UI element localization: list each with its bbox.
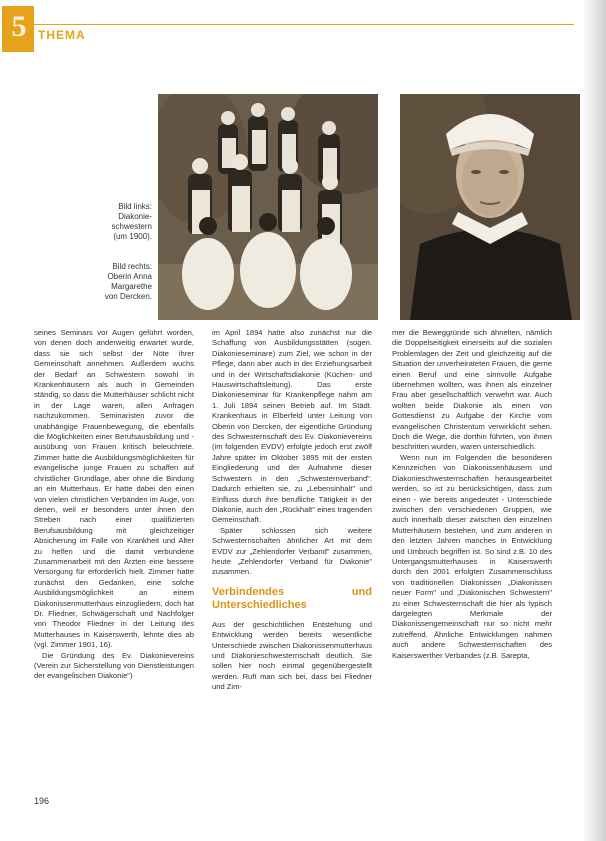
caption-left-photo: Bild links: Diakonie-schwestern (um 1900). [111, 202, 152, 241]
header-rule [34, 24, 574, 25]
col2-paragraph-2: Später schlossen sich weitere Schwesternschaften ähnlicher Art mit dem EVDV zur „Zehlendorfer Verband" zusammen, heute „Zehlendorfer Verband für Diakonie" zusammen. [212, 525, 372, 577]
section-badge [2, 6, 34, 52]
photo-deaconess-group-image [158, 94, 378, 320]
text-column-1 [34, 328, 194, 682]
col2-paragraph-3: Aus der geschichtlichen Entstehung und Entwicklung werden bereits wesentliche Unterschiede zwischen Diakonissenmutterhaus und Diakonieschwesternschaft deutlich. Sie sollen hier noch einmal gegenübergestellt werden. Ruft man sich bei, dass bei Fliedner und Zim- [212, 619, 372, 692]
photo-deaconess-group [158, 94, 378, 320]
text-column-3 [392, 328, 552, 661]
col3-paragraph-1: mer die Beweggründe sich ähnelten, nämlich die Doppelseitigkeit einerseits auf die sozialen Problemlagen der Zeit und gleichzeitig auf die Situation der unverheirateten Frauen, die gerne einen Beruf und eine sinnvolle Aufgabe übernehmen wollten, was ihnen als einzelner Frau aber gesellschaftlich verwehrt war. Auch wollten beide Diakonie als einen von Gottesdienst zu Aufgabe der Kirche vom evangelischen Christentum verwirklicht sehen. Doch die Wege, die dorthin führten, von ihnen beschritten wurden, waren unterschiedlich. [392, 328, 552, 452]
section-subheading: Verbindendes und Unterschiedliches [212, 585, 372, 611]
photo-oberin-portrait-image [400, 94, 580, 320]
col1-paragraph-1: seines Seminars vor Augen geführt worden, von denen doch anderweitig erwartet wurde, dass sie sich selbst der Nöte ihrer Gemeinschaft annehmen. Außerdem wuchs der Bedarf an Schwestern sowohl in Krankenhäusern als auch in Gemeinden ständig, so dass die Mutterhäuser schlicht nicht in der Lage waren, allen Anfragen nachzukommen. Seminaristen zuvor die unabhängige Frauenbewegung, die ebenfalls die Möglichkeiten einer Berufsausbildung und -ausübung von Frauen kritisch beleuchtete. Zimmer hatte die Ausbildungsmöglichkeiten für evangelische junge Frauen zu schaffen auf christlicher Grundlage, aber ohne die Bindung an ein Mutterhaus. Er hatte dabei den einen von vielen christlichen Verbänden im Auge, von denen, weil er besonders unter ihnen den Streben nach einer qualifizierten Berufsausbildung mit gleichzeitiger Absicherung im Falle von Krankheit und Alter zu helfen und die damit verbundene Zusammenarbeit mit den Ärzten eine bessere Versorgung für erforderlich hielt. Zimmer hatte zunächst den Gedanken, eine solche Ausbildungsmöglichkeit an einem Diakonissenmutterhaus einzugliedern, doch hat Dr. Fliedner, Schwägerschaft und Nachfolger von Theodor Fliedner in der Leitung des Mutterhauses in Kaiserswerth, lehnte dies ab (vgl. Zimmer 1901, 16). [34, 328, 194, 650]
section-label: THEMA [38, 28, 86, 42]
col3-paragraph-2: Wenn nun im Folgenden die besonderen Kennzeichen von Diakonissenhäusern und Diakonieschwesternschaften herausgearbeitet werden, so ist zu berücksichtigen, dass zum einen - wie bereits angedeutet - Unterschiede zwischen den verschiedenen Gruppen, wie auch innerhalb dieser zwischen den einzelnen Mutterhäusern bestehen, und zum anderen in den letzten Jahren manches in Entwicklung und Umbruch begriffen ist. So sind z.B. 10 des Untergangsmutterhauses in Kaiserswerth durch den 2001 erfolgten Zusammenschluss von traditionellen Diakonissen „Diakonissen neuer Form" und „Diakonischen Schwestern" zu einer Schwesternschaft die hier als typisch dargelegten Merkmale der Diakonissengemeinschaft nur so nicht mehr zutreffend. Ähnliche Entwicklungen nahmen auch andere Schwesternschaften des Kaiserswerther Verbandes (z.B. Sarepta, [392, 452, 552, 660]
photo-oberin-portrait [400, 94, 580, 320]
col1-paragraph-2: Die Gründung des Ev. Diakonievereins (Verein zur Sicherstellung von Dienstleistungen der evangelischen Diakonie") [34, 650, 194, 681]
page-edge-shadow [582, 0, 606, 841]
page-number: 196 [34, 796, 50, 806]
text-column-2 [212, 328, 372, 693]
section-badge-mark: 5 [11, 10, 27, 43]
col2-paragraph-1: im April 1894 hatte also zunächst nur die Schaffung von Ausbildungsstätten (sogen. Diakonieseminare) zum Ziel, wie schon in der Pflege, dann aber auch in der Erziehungsarbeit und in der Wirtschaftsdiakonie (Küchen- und Hauswirtschaftsleitung). Das erste Diakonieseminar für Krankenpflege nahm am 1. Juli 1894 seinen Betrieb auf. Im Städt. Krankenhaus in Elberfeld unter Leitung von Oberin von Dercken, der eigentliche Gründung des Schwesternschaft des Ev. Diakonievereins (im folgenden EVDV) erfolgte jedoch erst zwölf Jahre später im Oktober 1895 mit der ersten Eingliederung und der Aufnahme dieser Schwestern in den „Schwesternverband". Dadurch erhielten sie, zu „Lebensinhalt" und Einfluss durch ihre berufliche Tätigkeit in der Diakonie, auch den „Rückhalt" eines tragenden Gemeinschaft. [212, 328, 372, 525]
caption-right-photo: Bild rechts: Oberin Anna Margarethe von Dercken. [104, 262, 152, 301]
